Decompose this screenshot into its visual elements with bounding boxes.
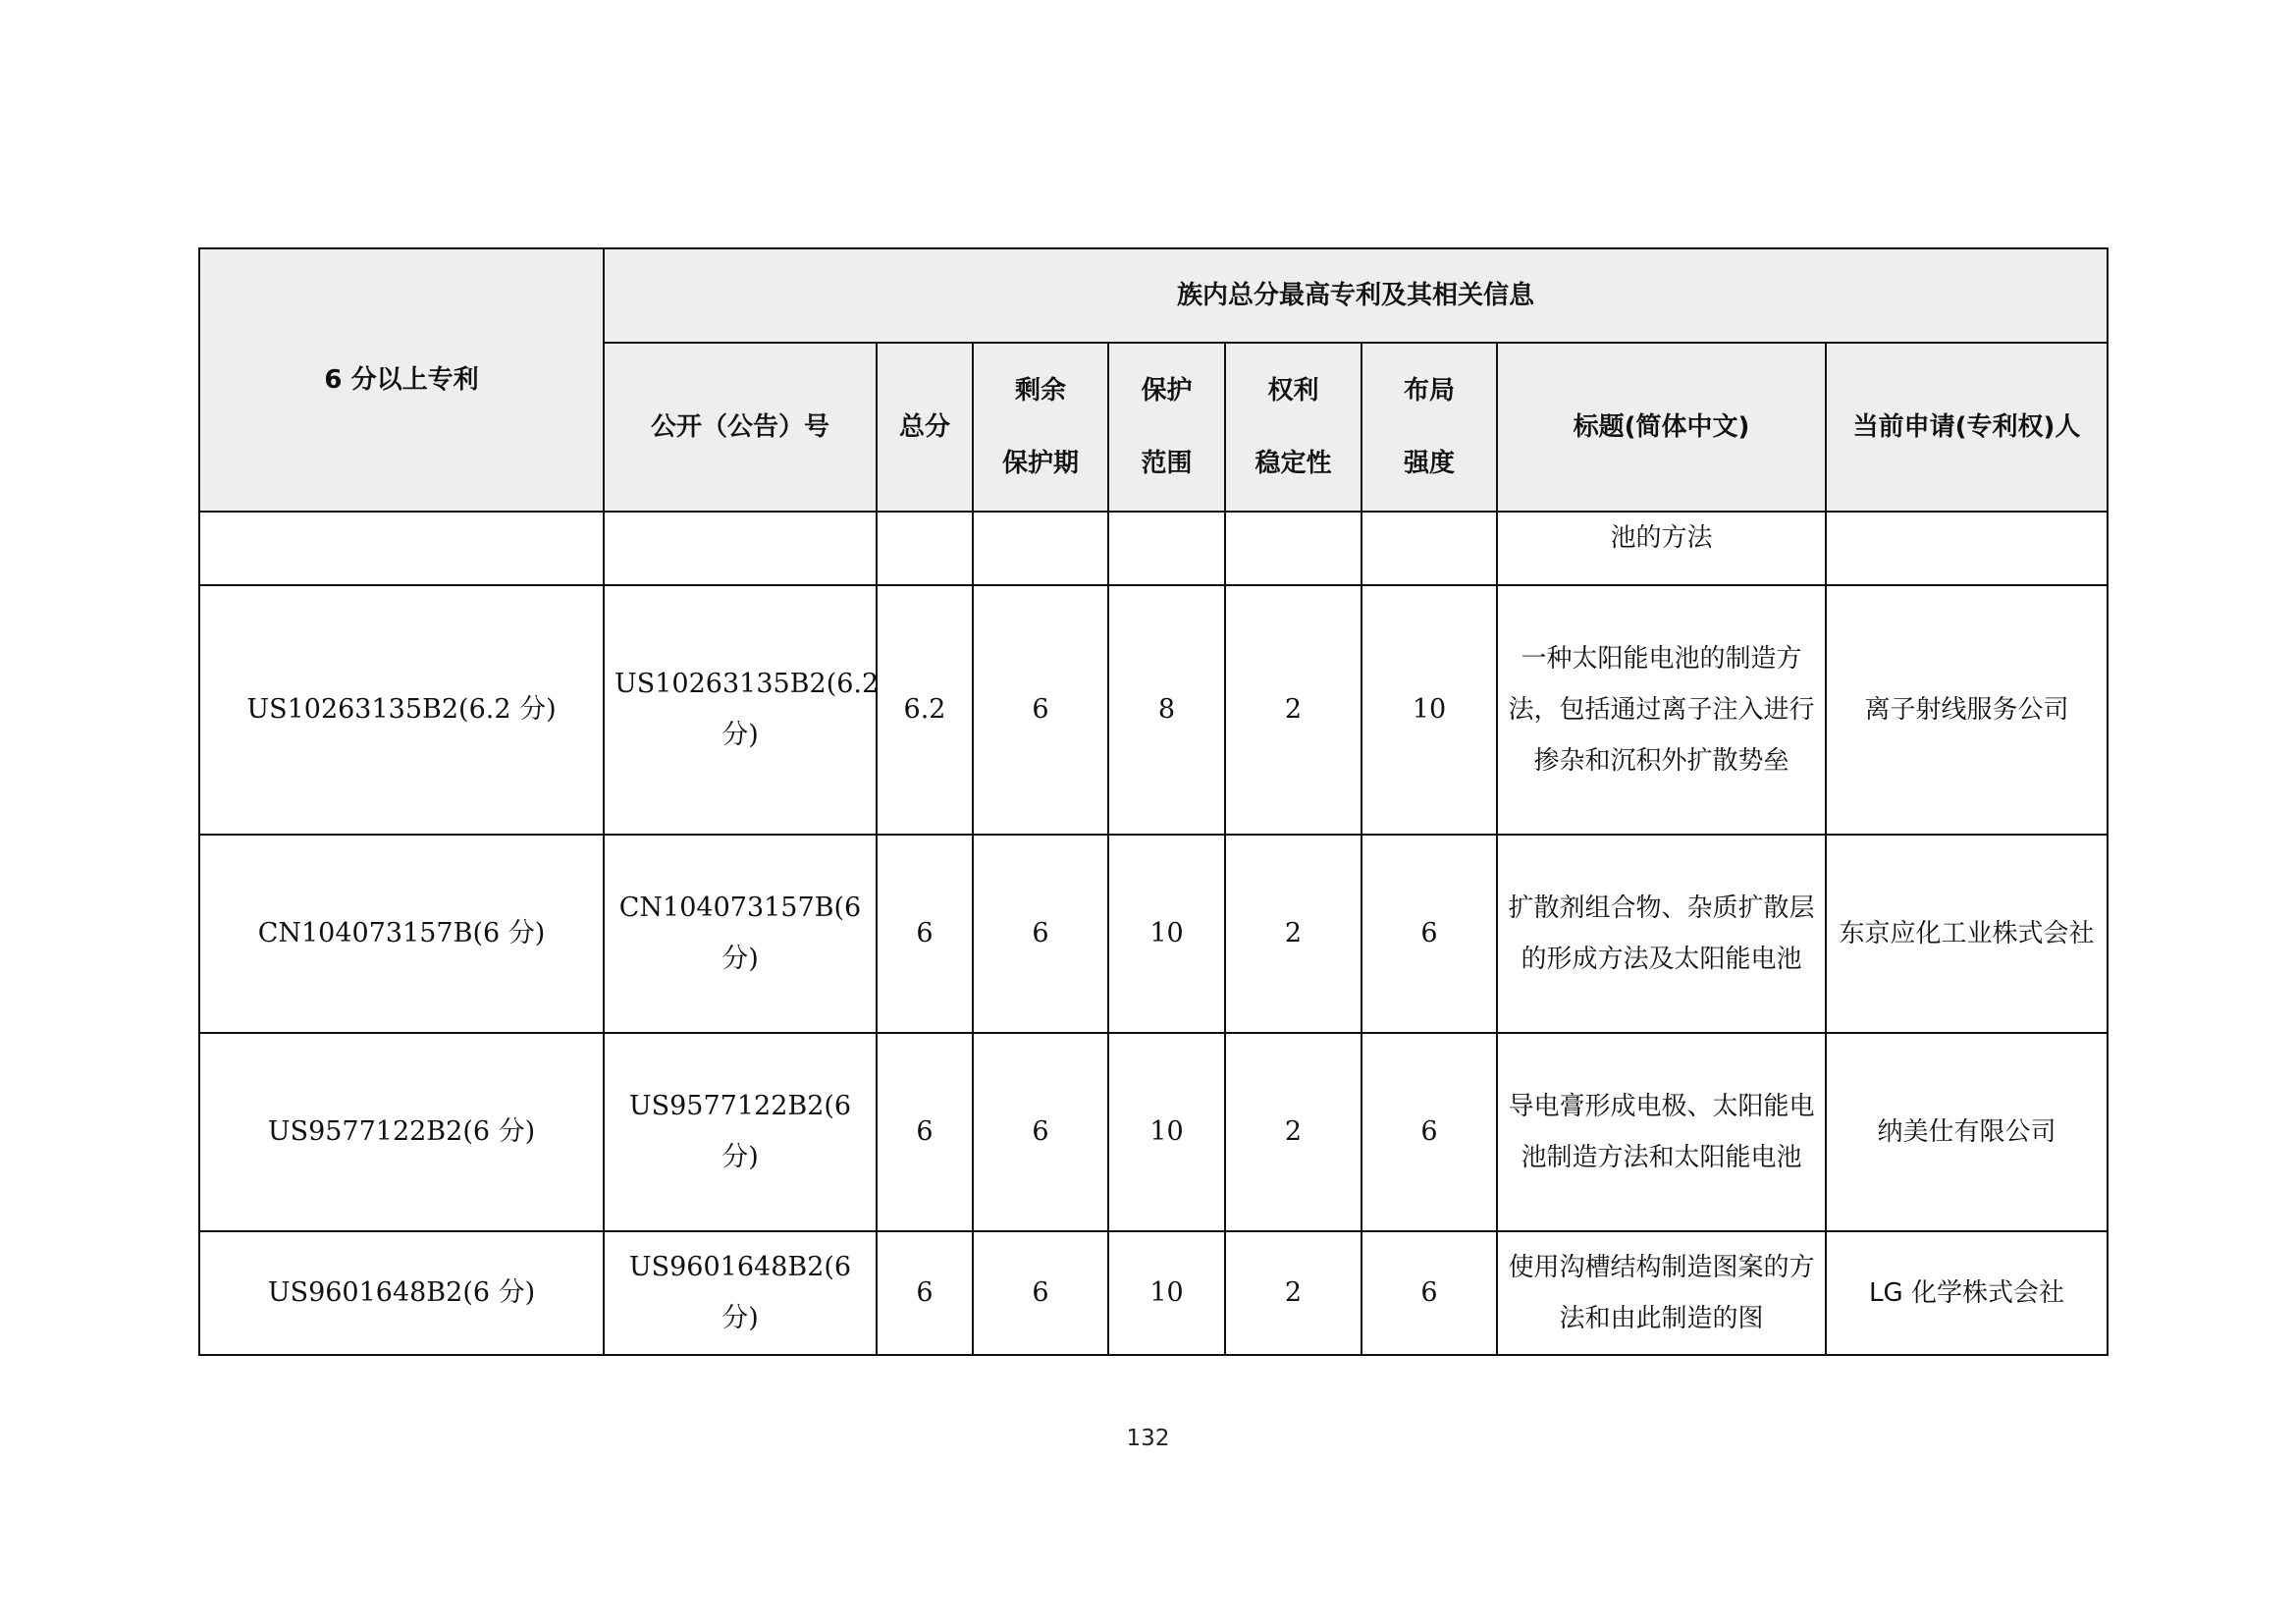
- cell-patent: US9601648B2(6 分): [199, 1231, 604, 1355]
- header-scope: [1108, 343, 1225, 512]
- cell-layout: 6: [1362, 1033, 1497, 1231]
- header-pub-no-label: 公开（公告）号: [650, 412, 829, 442]
- cell-stability: 2: [1225, 1231, 1362, 1355]
- cell-remaining: 6: [973, 1033, 1108, 1231]
- cell-remaining: 6: [973, 835, 1108, 1033]
- cell-stability: [1225, 512, 1362, 585]
- header-layout: [1362, 343, 1497, 512]
- cell-applicant: 东京应化工业株式会社: [1826, 835, 2108, 1033]
- table-row: [199, 512, 2108, 585]
- cell-applicant: 离子射线服务公司: [1826, 585, 2108, 835]
- cell-scope: [1108, 512, 1225, 585]
- table-row: [199, 585, 2108, 835]
- table-row: [199, 835, 2108, 1033]
- cell-pub-no: US10263135B2(6.2 分): [604, 585, 877, 835]
- cell-stability: 2: [1225, 1033, 1362, 1231]
- cell-remaining: 6: [973, 585, 1108, 835]
- cell-patent: US9577122B2(6 分): [199, 1033, 604, 1231]
- cell-pub-no: US9577122B2(6 分): [604, 1033, 877, 1231]
- page-number: 132: [1126, 1426, 1170, 1451]
- header-layout-line1: 布局: [1403, 376, 1455, 406]
- cell-scope: 10: [1108, 1231, 1225, 1355]
- cell-remaining: [973, 512, 1108, 585]
- cell-title: 池的方法: [1497, 512, 1826, 585]
- header-title-label: 标题(简体中文): [1573, 412, 1750, 442]
- cell-title: 使用沟槽结构制造图案的方法和由此制造的图: [1497, 1231, 1826, 1355]
- cell-remaining: 6: [973, 1231, 1108, 1355]
- cell-pub-no: CN104073157B(6 分): [604, 835, 877, 1033]
- cell-layout: 10: [1362, 585, 1497, 835]
- cell-scope: 10: [1108, 835, 1225, 1033]
- header-patent: [199, 248, 604, 512]
- header-total: [877, 343, 973, 512]
- cell-title: 导电膏形成电极、太阳能电池制造方法和太阳能电池: [1497, 1033, 1826, 1231]
- patent-table: [198, 247, 2109, 1356]
- cell-total: 6: [877, 835, 973, 1033]
- cell-scope: 8: [1108, 585, 1225, 835]
- header-scope-line1: 保护: [1141, 376, 1193, 406]
- cell-title: 一种太阳能电池的制造方法，包括通过离子注入进行掺杂和沉积外扩散势垒: [1497, 585, 1826, 835]
- cell-total: 6: [877, 1033, 973, 1231]
- header-applicant-label: 当前申请(专利权)人: [1852, 412, 2081, 442]
- header-stability-line1: 权利: [1267, 376, 1319, 406]
- cell-applicant: 纳美仕有限公司: [1826, 1033, 2108, 1231]
- table-row: [199, 1231, 2108, 1355]
- cell-applicant: LG 化学株式会社: [1826, 1231, 2108, 1355]
- cell-stability: 2: [1225, 835, 1362, 1033]
- header-group-label: 族内总分最高专利及其相关信息: [1177, 281, 1535, 310]
- cell-patent: CN104073157B(6 分): [199, 835, 604, 1033]
- cell-patent: US10263135B2(6.2 分): [199, 585, 604, 835]
- cell-stability: 2: [1225, 585, 1362, 835]
- cell-layout: 6: [1362, 1231, 1497, 1355]
- cell-total: 6: [877, 1231, 973, 1355]
- header-patent-label: 6 分以上专利: [324, 365, 479, 395]
- header-stability: [1225, 343, 1362, 512]
- header-total-label: 总分: [898, 412, 950, 442]
- header-group: [604, 248, 2108, 343]
- cell-total: [877, 512, 973, 585]
- header-layout-line2: 强度: [1403, 449, 1455, 478]
- header-pub-no: [604, 343, 877, 512]
- cell-patent: [199, 512, 604, 585]
- cell-layout: 6: [1362, 835, 1497, 1033]
- cell-total: 6.2: [877, 585, 973, 835]
- header-row-group: [199, 248, 2108, 343]
- cell-pub-no: [604, 512, 877, 585]
- cell-title: 扩散剂组合物、杂质扩散层的形成方法及太阳能电池: [1497, 835, 1826, 1033]
- header-applicant: [1826, 343, 2108, 512]
- cell-scope: 10: [1108, 1033, 1225, 1231]
- header-scope-line2: 范围: [1141, 449, 1193, 478]
- header-stability-line2: 稳定性: [1255, 449, 1332, 478]
- header-remaining-line1: 剩余: [1014, 376, 1066, 406]
- header-remaining-line2: 保护期: [1001, 449, 1079, 478]
- cell-applicant: [1826, 512, 2108, 585]
- cell-layout: [1362, 512, 1497, 585]
- cell-pub-no: US9601648B2(6 分): [604, 1231, 877, 1355]
- header-remaining: [973, 343, 1108, 512]
- header-title: [1497, 343, 1826, 512]
- table-row: [199, 1033, 2108, 1231]
